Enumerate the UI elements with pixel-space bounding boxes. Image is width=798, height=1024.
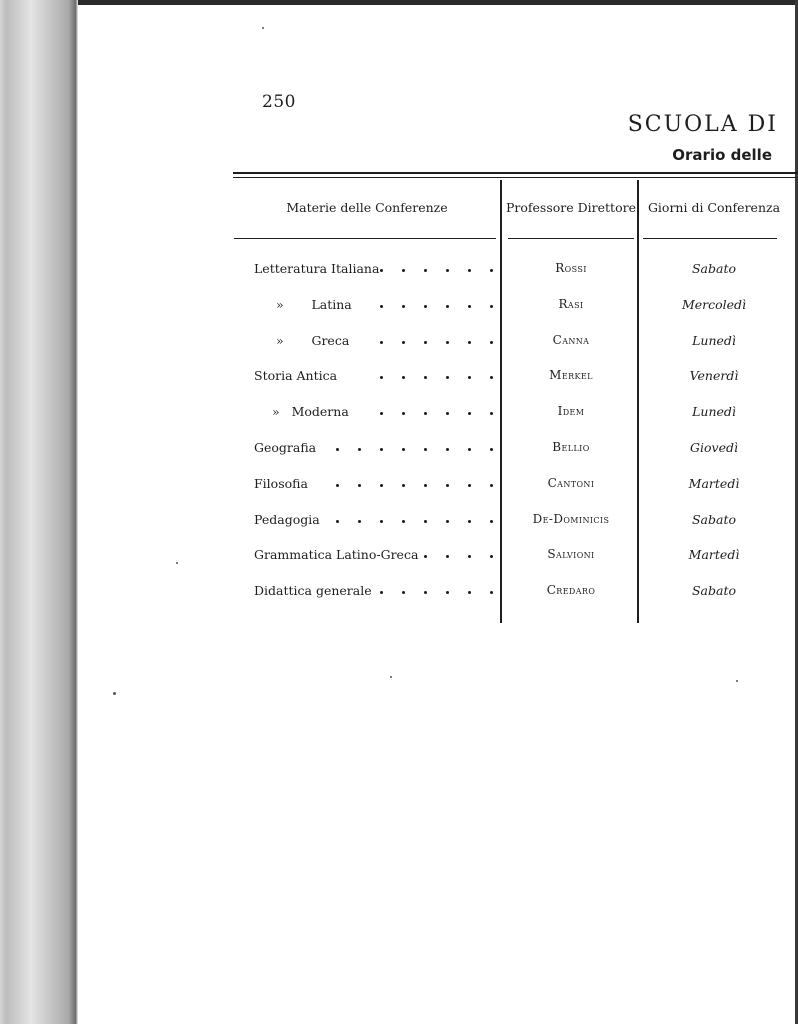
leader-dot [446, 269, 449, 272]
leader-dot [446, 305, 449, 308]
header-subject: Materie delle Conferenze [286, 200, 448, 215]
header-underline-subject [234, 238, 496, 239]
page-top-edge [78, 0, 798, 5]
leader-dot [446, 591, 449, 594]
leader-dot [468, 269, 471, 272]
table-row [236, 432, 796, 468]
subject-cell: » Latina [276, 296, 352, 312]
leader-dot [446, 520, 449, 523]
professor-cell: Salvioni [547, 547, 595, 562]
leader-dot [402, 412, 405, 415]
leader-dot [424, 555, 427, 558]
professor-cell: Merkel [549, 368, 593, 383]
day-cell: Sabato [691, 511, 737, 527]
subject-cell: Grammatica Latino-Greca [254, 547, 419, 563]
professor-cell: Canna [552, 332, 590, 347]
leader-dot [402, 520, 405, 523]
subject-cell: » Greca [276, 332, 350, 348]
table-row [236, 539, 796, 575]
leader-dot [380, 376, 383, 379]
header-underline-professor [508, 238, 634, 239]
professor-cell: Rasi [558, 296, 584, 311]
leader-dot [490, 412, 493, 415]
leader-dot [424, 591, 427, 594]
leader-dot [380, 520, 383, 523]
table-row [236, 396, 796, 432]
subject-cell: Filosofia [254, 475, 308, 491]
leader-dot [380, 591, 383, 594]
leader-dot [424, 376, 427, 379]
subject-cell: Geografia [254, 439, 317, 455]
subject-cell: » Moderna [272, 404, 349, 420]
leader-dot [402, 448, 405, 451]
leader-dot [402, 484, 405, 487]
leader-dot [358, 484, 361, 487]
leader-dots [236, 512, 498, 526]
paper-speck [736, 680, 738, 682]
leader-dot [424, 448, 427, 451]
leader-dot [446, 555, 449, 558]
leader-dot [380, 484, 383, 487]
header-days: Giorni di Conferenza [647, 200, 781, 215]
leader-dots [236, 333, 498, 347]
leader-dot [424, 520, 427, 523]
day-cell: Lunedì [692, 332, 736, 348]
table-row [236, 360, 796, 396]
professor-cell: Cantoni [547, 475, 595, 490]
table-row [236, 289, 796, 325]
leader-dot [358, 520, 361, 523]
schedule-table-body [236, 253, 796, 611]
leader-dot [490, 555, 493, 558]
paper-speck [390, 676, 392, 678]
leader-dot [490, 341, 493, 344]
day-cell: Martedì [688, 475, 740, 491]
paper-speck [113, 692, 116, 695]
leader-dot [468, 341, 471, 344]
leader-dots [236, 297, 498, 311]
subject-cell: Didattica generale [254, 583, 372, 599]
leader-dot [380, 412, 383, 415]
leader-dot [446, 412, 449, 415]
subject-cell: Storia Antica [254, 368, 338, 384]
leader-dot [468, 591, 471, 594]
leader-dot [402, 305, 405, 308]
leader-dot [402, 269, 405, 272]
page-subtitle: Orario delle [672, 146, 772, 164]
table-row [236, 504, 796, 540]
day-cell: Martedì [688, 547, 740, 563]
day-cell: Mercoledì [681, 296, 747, 312]
leader-dot [446, 484, 449, 487]
day-cell: Venerdì [689, 368, 739, 384]
leader-dot [446, 448, 449, 451]
paper-speck [176, 562, 178, 564]
leader-dot [424, 305, 427, 308]
leader-dot [490, 448, 493, 451]
leader-dot [402, 591, 405, 594]
leader-dot [380, 269, 383, 272]
paper-speck [262, 27, 264, 29]
leader-dot [380, 448, 383, 451]
subject-cell: Pedagogia [254, 511, 320, 527]
leader-dot [424, 484, 427, 487]
leader-dot [336, 484, 339, 487]
leader-dot [336, 520, 339, 523]
table-row [236, 575, 796, 611]
leader-dot [468, 305, 471, 308]
leader-dot [468, 484, 471, 487]
leader-dot [468, 412, 471, 415]
leader-dot [490, 376, 493, 379]
leader-dots [236, 476, 498, 490]
table-row [236, 325, 796, 361]
day-cell: Sabato [691, 583, 737, 599]
professor-cell: Credaro [546, 583, 596, 598]
leader-dot [358, 448, 361, 451]
leader-dot [490, 520, 493, 523]
day-cell: Lunedì [692, 404, 736, 420]
professor-cell: Rossi [555, 261, 587, 275]
leader-dot [490, 305, 493, 308]
subject-cell: Letteratura Italiana [254, 261, 380, 276]
leader-dot [490, 269, 493, 272]
leader-dot [490, 484, 493, 487]
day-cell: Giovedì [690, 439, 738, 455]
leader-dots [236, 368, 498, 382]
leader-dot [336, 448, 339, 451]
leader-dot [468, 376, 471, 379]
book-binding-edge [0, 0, 78, 1024]
leader-dot [446, 341, 449, 344]
leader-dot [402, 376, 405, 379]
professor-cell: Bellio [552, 439, 590, 454]
leader-dot [468, 555, 471, 558]
leader-dot [424, 412, 427, 415]
leader-dots [236, 261, 498, 275]
header-professor: Professore Direttore [506, 200, 636, 215]
leader-dot [490, 591, 493, 594]
table-row [236, 468, 796, 504]
day-cell: Sabato [691, 261, 737, 276]
page-title: SCUOLA DI [627, 112, 778, 137]
professor-cell: De-Dominicis [532, 511, 610, 526]
table-top-rule [233, 172, 798, 174]
professor-cell: Idem [557, 404, 585, 419]
leader-dots [236, 547, 498, 561]
leader-dot [446, 376, 449, 379]
leader-dots [236, 583, 498, 597]
header-underline-days [643, 238, 777, 239]
table-row [236, 253, 796, 289]
leader-dot [402, 341, 405, 344]
page-number: 250 [262, 92, 296, 112]
leader-dot [424, 269, 427, 272]
leader-dot [380, 305, 383, 308]
leader-dots [236, 404, 498, 418]
leader-dots [236, 440, 498, 454]
leader-dot [468, 520, 471, 523]
leader-dot [468, 448, 471, 451]
table-top-rule-thin [233, 177, 798, 178]
leader-dot [380, 341, 383, 344]
leader-dot [424, 341, 427, 344]
